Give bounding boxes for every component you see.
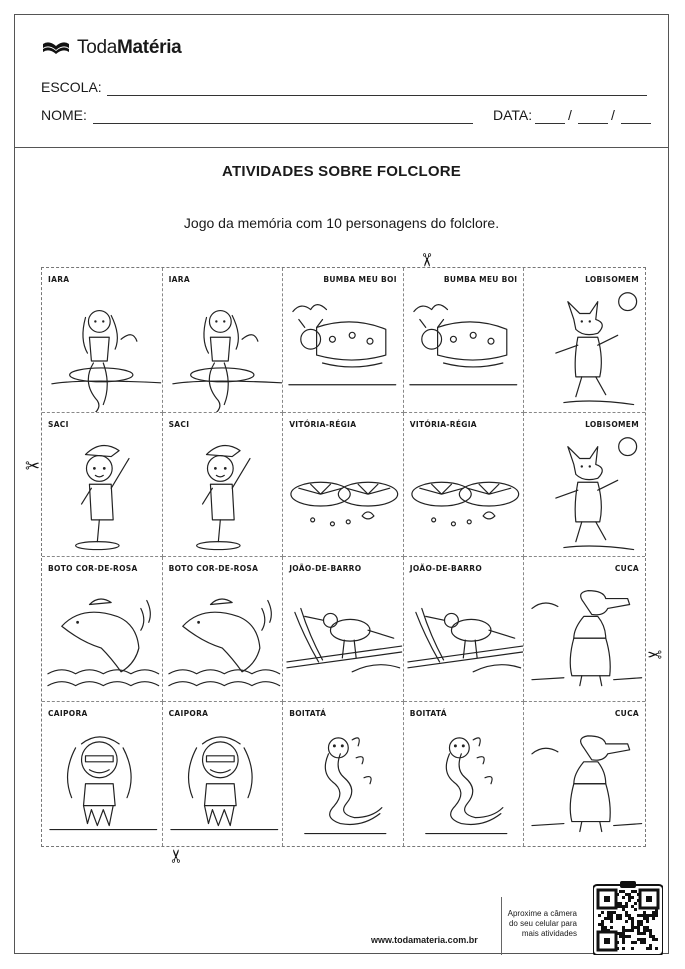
- iara-illustration: [163, 268, 283, 412]
- card-label: BOITATÁ: [409, 708, 447, 718]
- card-label: BOTO COR-DE-ROSA: [48, 564, 138, 573]
- card-label: VITÓRIA-RÉGIA: [289, 419, 357, 429]
- card-label: LOBISOMEM: [585, 419, 639, 429]
- caipora-illustration: [163, 702, 283, 847]
- memory-card-saci[interactable]: [42, 413, 163, 558]
- memory-card-cuca[interactable]: [524, 702, 645, 847]
- memory-card-grid: [41, 267, 646, 847]
- memory-card-boitata[interactable]: [404, 702, 525, 847]
- iara-illustration: [42, 268, 162, 412]
- memory-card-boitata[interactable]: [283, 702, 404, 847]
- date-label: DATA:: [493, 107, 533, 123]
- brand-name: TodaMatéria: [77, 37, 182, 58]
- card-label: VITÓRIA-RÉGIA: [409, 419, 477, 429]
- boitata-illustration: [404, 702, 524, 847]
- scissors-icon: ✂: [416, 252, 437, 268]
- brand-logo[interactable]: [41, 37, 181, 59]
- date-month-field[interactable]: [578, 123, 608, 124]
- caipora-illustration: [42, 702, 162, 847]
- cuca-illustration: [524, 702, 645, 847]
- card-label: CAIPORA: [168, 708, 209, 718]
- saci-illustration: [163, 413, 283, 557]
- vitoria-regia-illustration: [404, 413, 524, 557]
- memory-card-vitoria-regia[interactable]: [283, 413, 404, 558]
- lobisomem-illustration: [524, 268, 645, 412]
- memory-card-iara[interactable]: [42, 268, 163, 413]
- card-label: BUMBA MEU BOI: [323, 275, 397, 284]
- worksheet-frame: [14, 14, 669, 954]
- memory-card-vitoria-regia[interactable]: [404, 413, 525, 558]
- card-label: JOÃO-DE-BARRO: [409, 564, 483, 573]
- card-label: IARA: [168, 275, 190, 284]
- card-label: IARA: [48, 275, 70, 284]
- scissors-icon: ✂: [25, 456, 41, 476]
- name-label: NOME:: [41, 107, 87, 123]
- school-field[interactable]: [107, 95, 647, 96]
- memory-card-joao-de-barro[interactable]: [404, 557, 525, 702]
- name-field[interactable]: [93, 123, 473, 124]
- memory-card-cuca[interactable]: [524, 557, 645, 702]
- boto-illustration: [42, 557, 162, 701]
- boi-illustration: [283, 268, 403, 412]
- book-wings-icon: [41, 40, 71, 56]
- card-label: SACI: [168, 419, 190, 429]
- card-label: CAIPORA: [48, 708, 88, 718]
- date-year-field[interactable]: [621, 123, 651, 124]
- joao-de-barro-illustration: [283, 557, 403, 701]
- memory-card-boto[interactable]: [42, 557, 163, 702]
- date-separator: /: [568, 107, 572, 123]
- card-label: LOBISOMEM: [585, 275, 639, 284]
- card-label: BUMBA MEU BOI: [443, 275, 518, 284]
- memory-card-saci[interactable]: [163, 413, 284, 558]
- scissors-icon: ✂: [647, 644, 663, 664]
- boi-illustration: [404, 268, 524, 412]
- lobisomem-illustration: [524, 413, 645, 557]
- memory-card-lobisomem[interactable]: [524, 268, 645, 413]
- date-separator: /: [611, 107, 615, 123]
- joao-de-barro-illustration: [404, 557, 524, 701]
- card-label: BOITATÁ: [289, 708, 327, 718]
- footer-url[interactable]: www.todamateria.com.br: [371, 935, 478, 945]
- scissors-icon: ✂: [166, 848, 187, 864]
- memory-card-boi[interactable]: [283, 268, 404, 413]
- header: [15, 15, 668, 148]
- memory-card-boto[interactable]: [163, 557, 284, 702]
- page-subtitle: Jogo da memória com 10 personagens do folclore.: [183, 215, 500, 231]
- date-day-field[interactable]: [535, 123, 565, 124]
- memory-card-iara[interactable]: [163, 268, 284, 413]
- card-label: CUCA: [614, 708, 639, 718]
- boto-illustration: [163, 557, 283, 701]
- vitoria-regia-illustration: [283, 413, 403, 557]
- page-title: ATIVIDADES SOBRE FOLCLORE: [222, 163, 461, 180]
- card-label: SACI: [48, 419, 69, 429]
- memory-card-caipora[interactable]: [42, 702, 163, 847]
- card-label: JOÃO-DE-BARRO: [289, 564, 362, 573]
- footer-divider: [501, 897, 502, 955]
- cuca-illustration: [524, 557, 645, 701]
- boitata-illustration: [283, 702, 403, 847]
- school-label: ESCOLA:: [41, 79, 102, 95]
- memory-card-caipora[interactable]: [163, 702, 284, 847]
- card-label: CUCA: [614, 564, 639, 573]
- memory-card-boi[interactable]: [404, 268, 525, 413]
- card-label: BOTO COR-DE-ROSA: [168, 564, 259, 573]
- qr-caption: Aproxime a câmera do seu celular para mais atividades: [507, 909, 577, 938]
- memory-card-lobisomem[interactable]: [524, 413, 645, 558]
- saci-illustration: [42, 413, 162, 557]
- memory-card-joao-de-barro[interactable]: [283, 557, 404, 702]
- qr-code-icon[interactable]: [593, 881, 663, 955]
